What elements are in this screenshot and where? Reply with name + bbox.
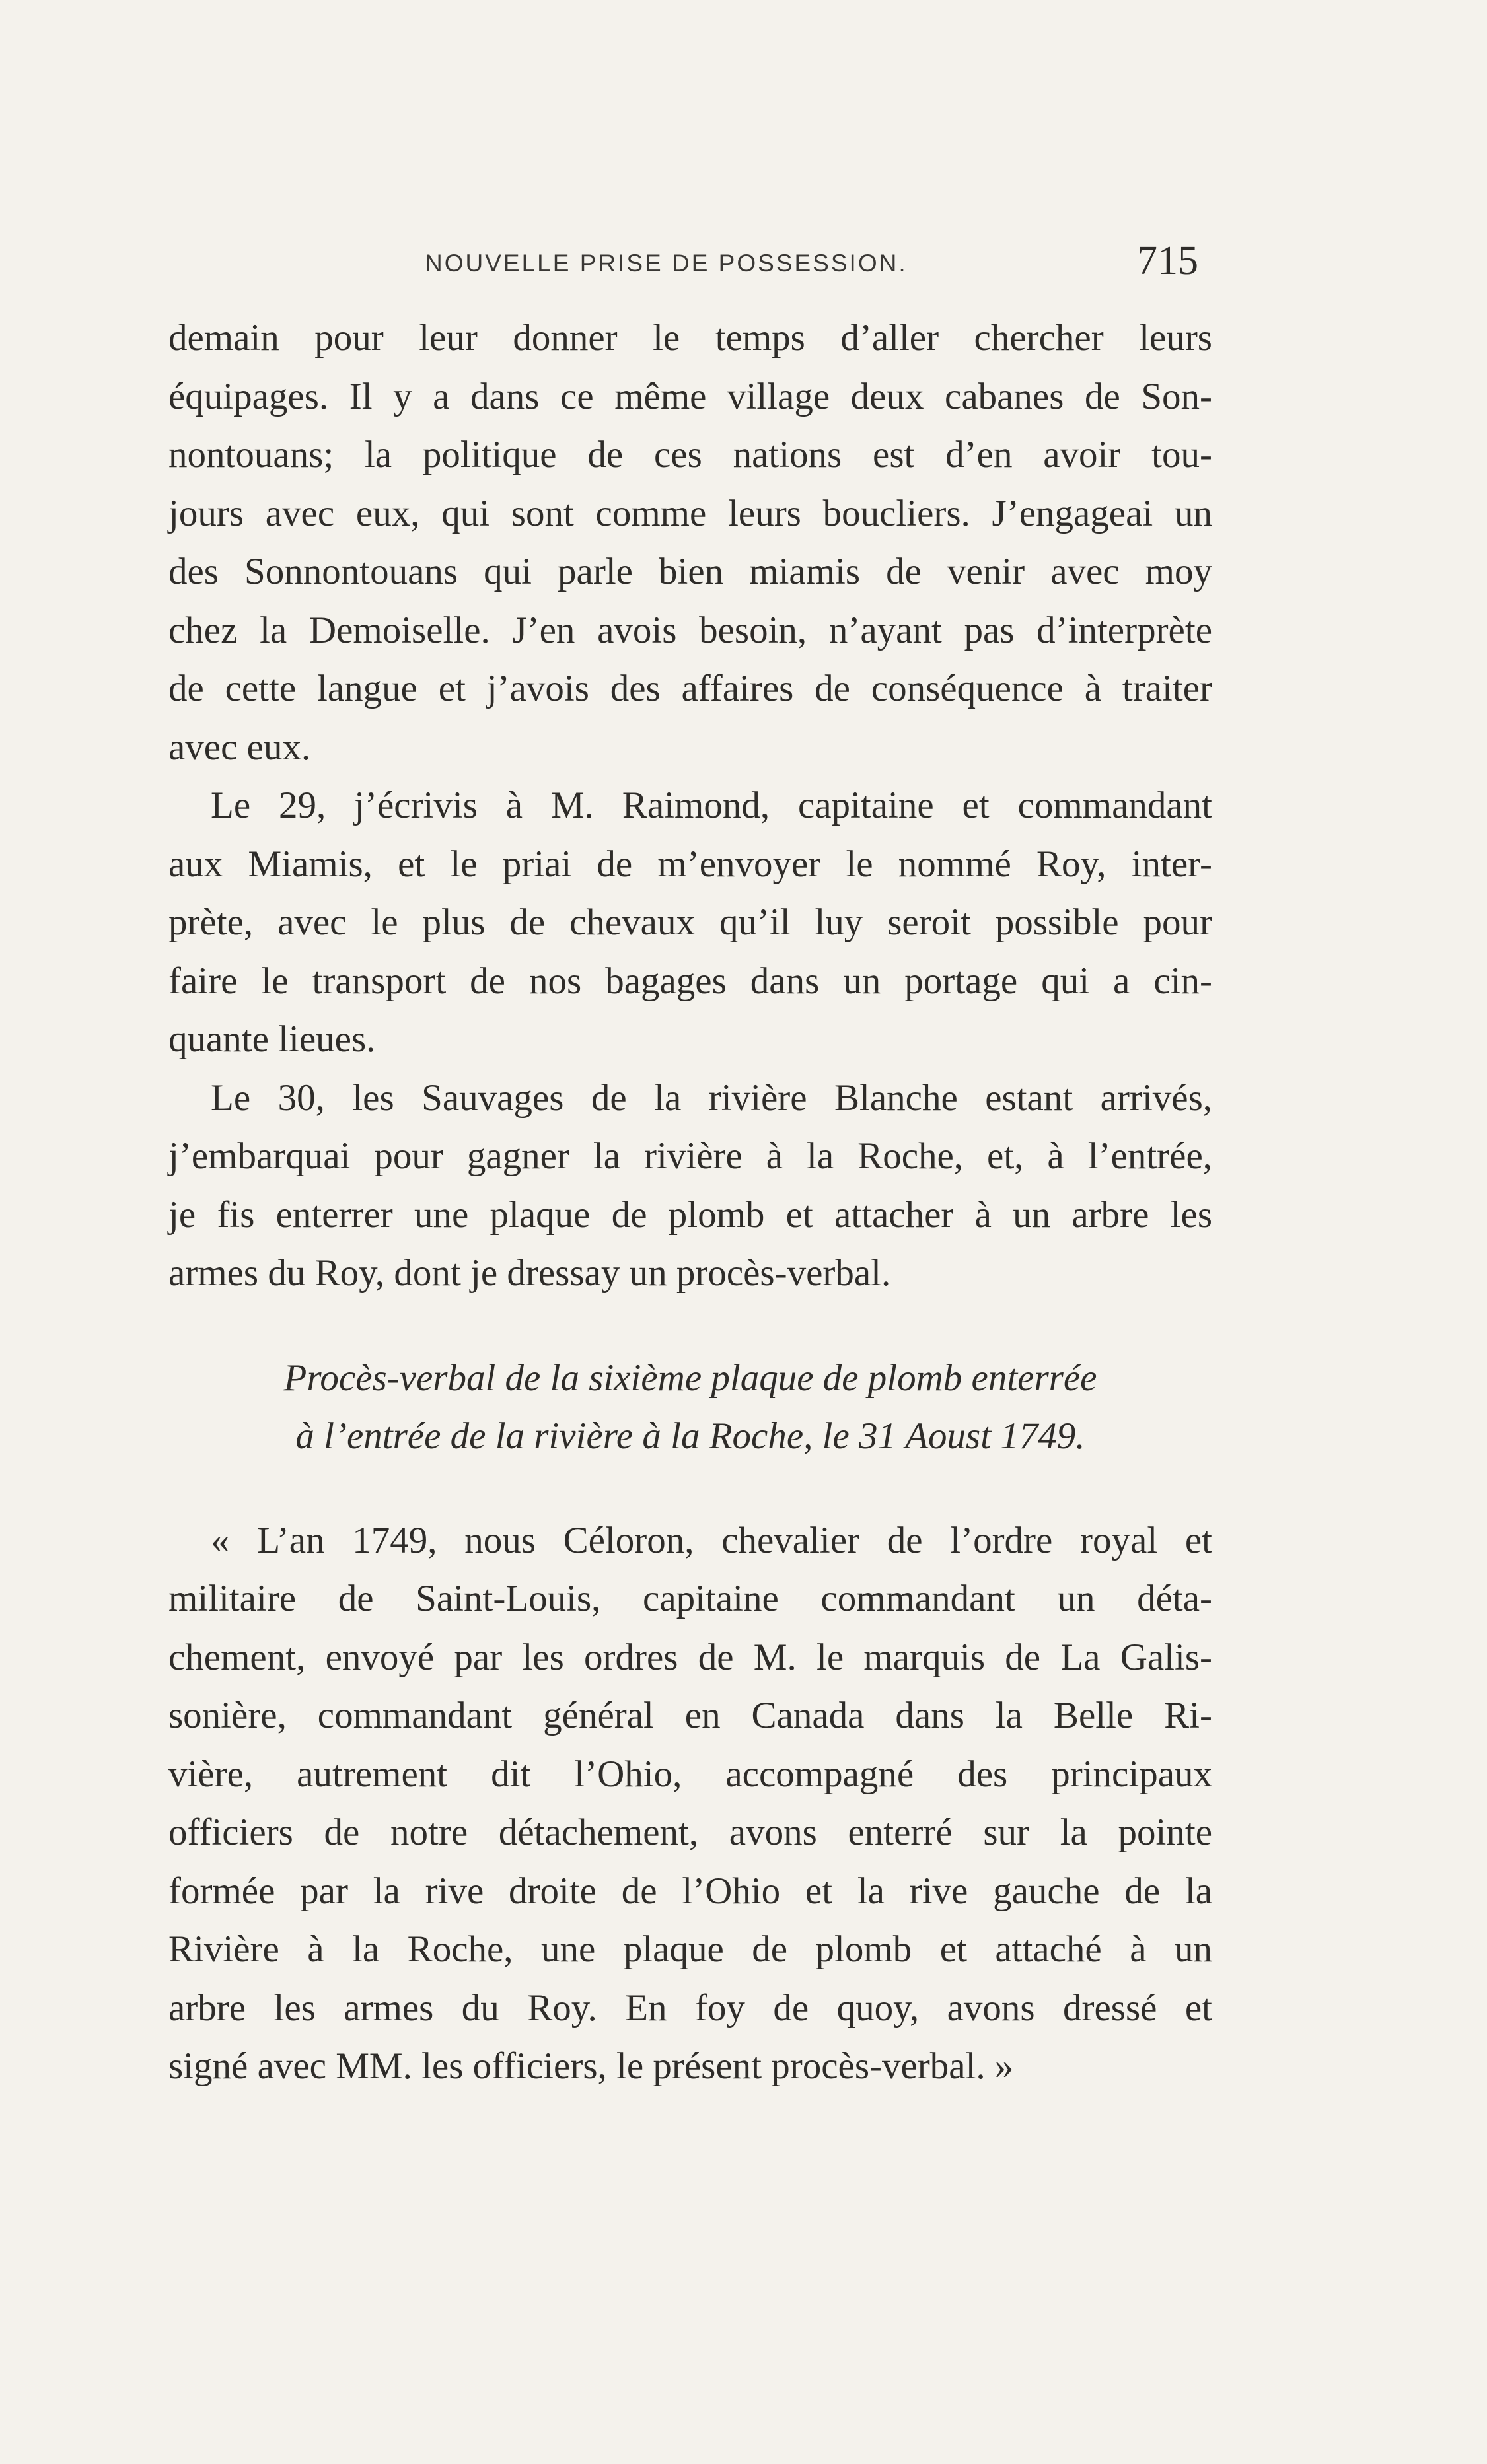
text-line: chez la Demoiselle. J’en avois besoin, n’ayant pas d’interprète [168,609,1212,651]
text-line: officiers de notre détachement, avons enterré sur la pointe [168,1812,1212,1853]
text-line: des Sonnontouans qui parle bien miamis de venir avec moy [168,551,1212,592]
text-line: prète, avec le plus de chevaux qu’il luy seroit possible pour [168,901,1212,943]
running-title: NOUVELLE PRISE DE POSSESSION. [425,250,908,277]
text-line: faire le transport de nos bagages dans un portage qui a cin- [168,960,1212,1002]
text-line: équipages. Il y a dans ce même village deux cabanes de Son- [168,375,1212,417]
paragraph-3 [168,1069,1212,1303]
text-line: Le 30, les Sauvages de la rivière Blanche estant arrivés, [211,1076,1212,1119]
text-line: arbre les armes du Roy. En foy de quoy, avons dressé et [168,1987,1212,2029]
page-number: 715 [1137,238,1198,283]
text-line: je fis enterrer une plaque de plomb et attacher à un arbre les [168,1193,1212,1236]
text-line: « L’an 1749, nous Céloron, chevalier de l’ordre royal et [211,1519,1212,1561]
record-caption [168,1349,1212,1465]
text-line: aux Miamis, et le priai de m’envoyer le nommé Roy, inter- [168,843,1212,885]
text-line: Le 29, j’écrivis à M. Raimond, capitaine et commandant [211,785,1212,826]
paragraph-1 [168,309,1212,777]
text-line: de cette langue et j’avois des affaires de conséquence à traiter [168,668,1212,709]
text-line: chement, envoyé par les ordres de M. le marquis de La Galis- [168,1636,1212,1678]
text-line: Rivière à la Roche, une plaque de plomb et attaché à un [168,1928,1212,1970]
text-line: militaire de Saint-Louis, capitaine commandant un déta- [168,1578,1212,1619]
text-line: sonière, commandant général en Canada dans la Belle Ri- [168,1695,1212,1736]
text-line: formée par la rive droite de l’Ohio et la rive gauche de la [168,1870,1212,1912]
text-line: j’embarquai pour gagner la rivière à la Roche, et, à l’entrée, [168,1135,1212,1177]
caption-line: Procès-verbal de la sixième plaque de plomb enterrée [283,1356,1097,1399]
text-line: avec eux. [168,726,311,768]
text-line: nontouans; la politique de ces nations est d’en avoir tou- [168,434,1212,475]
caption-line: à l’entrée de la rivière à la Roche, le 31 Aoust 1749. [295,1415,1085,1457]
text-line: armes du Roy, dont je dressay un procès-verbal. [168,1252,891,1294]
text-line: signé avec MM. les officiers, le présent procès-verbal. » [168,2045,1014,2087]
page-header [168,236,1212,296]
text-line: jours avec eux, qui sont comme leurs boucliers. J’engageai un [168,492,1212,534]
text-line: vière, autrement dit l’Ohio, accompagné des principaux [168,1753,1212,1795]
text-line: demain pour leur donner le temps d’aller chercher leurs [168,317,1212,359]
record-text [168,1512,1212,2096]
body-text [168,309,1212,2096]
paragraph-2 [168,777,1212,1069]
text-line: quante lieues. [168,1018,376,1060]
